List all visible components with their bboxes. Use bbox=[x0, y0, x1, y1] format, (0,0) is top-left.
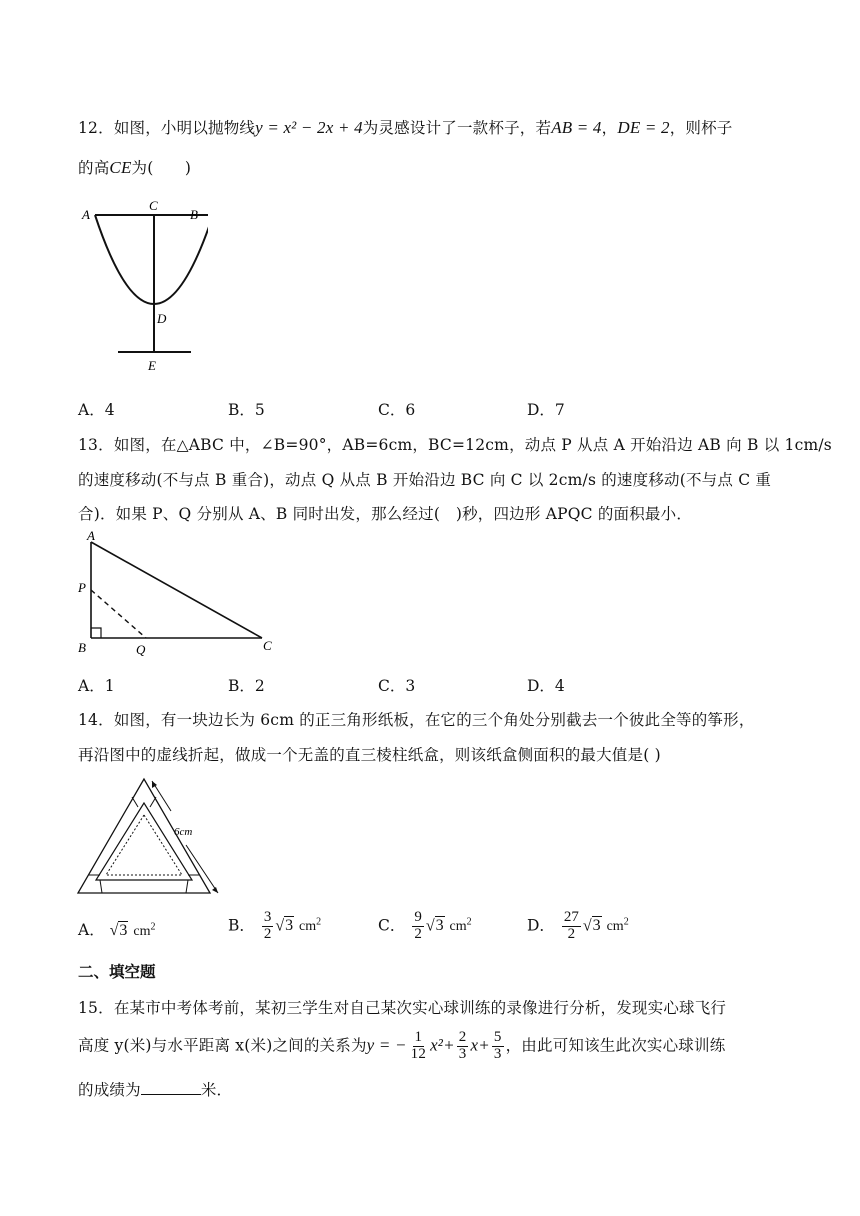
inner-triangle bbox=[96, 803, 192, 880]
q15-text: 高度 y(米)与水平距离 x(米)之间的关系为 bbox=[78, 1036, 367, 1055]
unit: $cm^2$ bbox=[606, 916, 629, 935]
q12-option-b: B．5 bbox=[228, 401, 265, 419]
option-letter: B． bbox=[228, 916, 255, 935]
option-letter: D． bbox=[527, 916, 555, 935]
sqrt-expression: √3 bbox=[275, 917, 294, 935]
q12-line1 bbox=[78, 116, 733, 138]
cut-top-left bbox=[132, 797, 138, 807]
answer-blank[interactable] bbox=[141, 1094, 201, 1095]
q13-option-a: A．1 bbox=[78, 677, 115, 695]
cut-bottom-left-b bbox=[100, 880, 102, 893]
denominator: 3 bbox=[458, 1045, 467, 1062]
denominator: 2 bbox=[414, 925, 422, 942]
q15-text-suffix: ，由此可知该生此次实心球训练 bbox=[505, 1036, 726, 1055]
q12-text2-suffix: 为( ) bbox=[131, 159, 192, 177]
side-length-label: 6cm bbox=[174, 826, 193, 838]
q12-text: 12．如图，小明以抛物线 bbox=[78, 119, 256, 137]
label-a: A bbox=[82, 207, 90, 222]
q12-de: DE = 2 bbox=[617, 118, 670, 137]
denominator: 2 bbox=[567, 925, 576, 942]
q12-ce: CE bbox=[109, 158, 132, 177]
label-b: B bbox=[78, 640, 86, 655]
cup-figure bbox=[78, 196, 208, 376]
q14-line1: 14．如图，有一块边长为 6cm 的正三角形纸板，在它的三个角处分别截去一个彼此全等的筝形， bbox=[78, 711, 755, 729]
section-heading: 二、填空题 bbox=[78, 963, 156, 981]
q12-text-suffix: ，则杯子 bbox=[669, 119, 733, 137]
q15-text3: 的成绩为 bbox=[78, 1081, 141, 1099]
label-b: B bbox=[190, 207, 198, 222]
fraction-1 bbox=[409, 1030, 428, 1063]
label-e: E bbox=[148, 358, 156, 373]
numerator: 27 bbox=[563, 909, 579, 925]
q12-text2: 的高 bbox=[78, 159, 110, 177]
numerator: 5 bbox=[493, 1029, 502, 1045]
unit: $cm^2$ bbox=[299, 916, 322, 935]
q14-option-b bbox=[228, 910, 321, 943]
q15-plus-2: + bbox=[478, 1035, 490, 1055]
sqrt-expression: √3 bbox=[425, 917, 444, 935]
q15-line3 bbox=[78, 1078, 232, 1100]
denominator: 3 bbox=[493, 1045, 502, 1062]
numerator: 1 bbox=[414, 1029, 423, 1045]
radicand: 3 bbox=[592, 917, 601, 935]
triangle-abc-figure bbox=[76, 530, 276, 660]
q12-line2 bbox=[78, 156, 191, 178]
q13-option-d: D．4 bbox=[527, 677, 565, 695]
q15-y-eq: y = − bbox=[366, 1035, 407, 1055]
unit: $cm^2$ bbox=[133, 921, 156, 939]
q12-option-a: A．4 bbox=[78, 401, 115, 419]
fraction bbox=[562, 910, 581, 943]
unit-text: cm bbox=[449, 919, 467, 935]
radicand: 3 bbox=[435, 917, 444, 935]
label-c: C bbox=[149, 198, 158, 213]
q12-option-d: D．7 bbox=[527, 401, 565, 419]
label-p: P bbox=[78, 580, 86, 595]
right-angle-mark bbox=[91, 628, 101, 638]
q15-x2: x² bbox=[430, 1035, 444, 1055]
unit-text: cm bbox=[133, 924, 151, 939]
numerator: 3 bbox=[263, 909, 272, 925]
q15-plus-1: + bbox=[443, 1035, 455, 1055]
fraction-2 bbox=[457, 1030, 469, 1063]
q12-text-mid: 为灵感设计了一款杯子，若 bbox=[362, 119, 552, 137]
q13-option-b: B．2 bbox=[228, 677, 265, 695]
q12-ab: AB = 4 bbox=[551, 118, 602, 137]
q15-x: x bbox=[470, 1035, 479, 1055]
unit-text: cm bbox=[299, 919, 317, 935]
denominator: 2 bbox=[263, 925, 272, 942]
q12-formula: y = x² − 2x + 4 bbox=[255, 118, 363, 137]
label-a: A bbox=[87, 530, 95, 543]
arrowhead-bottom bbox=[212, 887, 218, 893]
q14-option-c bbox=[378, 910, 472, 943]
q14-option-a bbox=[78, 918, 155, 940]
fraction-3 bbox=[492, 1030, 504, 1063]
option-letter: A． bbox=[78, 921, 105, 939]
radicand: 3 bbox=[119, 922, 128, 939]
denominator: 12 bbox=[410, 1045, 427, 1062]
numerator: 2 bbox=[458, 1029, 467, 1045]
cut-top-right bbox=[150, 797, 156, 807]
dimension-arrow-lower bbox=[186, 845, 218, 893]
label-c: C bbox=[263, 638, 272, 653]
q14-option-d bbox=[527, 910, 629, 943]
label-q: Q bbox=[136, 642, 146, 657]
q12-option-c: C．6 bbox=[378, 401, 416, 419]
q15-line2 bbox=[78, 1030, 725, 1063]
q13-line1: 13．如图，在△ABC 中，∠B=90°，AB=6cm，BC=12cm，动点 P 从点 A 开始沿边 AB 向 B 以 1cm/s bbox=[78, 436, 832, 454]
q13-line3: 合)．如果 P、Q 分别从 A、B 同时出发，那么经过( )秒，四边形 APQC 的面积最小． bbox=[78, 505, 693, 523]
fraction bbox=[262, 910, 274, 943]
q13-line2: 的速度移动(不与点 B 重合)，动点 Q 从点 B 开始沿边 BC 向 C 以 2cm/s 的速度移动(不与点 C 重 bbox=[78, 471, 772, 489]
option-letter: C． bbox=[378, 916, 406, 935]
cut-bottom-right-b bbox=[186, 880, 188, 893]
paper-triangle-figure bbox=[76, 775, 236, 900]
q13-option-c: C．3 bbox=[378, 677, 416, 695]
q15-line1: 15．在某市中考体考前，某初三学生对自己某次实心球训练的录像进行分析，发现实心球飞行 bbox=[78, 999, 727, 1017]
q15-text3-suffix: 米． bbox=[200, 1081, 233, 1099]
radicand: 3 bbox=[285, 917, 294, 935]
side-ac bbox=[91, 542, 262, 638]
sqrt-expression: √3 bbox=[582, 917, 601, 935]
segment-pq bbox=[91, 590, 146, 638]
label-d: D bbox=[157, 311, 167, 326]
q12-sep: ， bbox=[601, 119, 618, 137]
fraction bbox=[412, 910, 424, 943]
unit: $cm^2$ bbox=[449, 916, 472, 935]
q14-line2: 再沿图中的虚线折起，做成一个无盖的直三棱柱纸盒，则该纸盒侧面积的最大值是( ) bbox=[78, 746, 661, 764]
sqrt-expression: √3 bbox=[109, 922, 128, 939]
cup-parabola bbox=[95, 215, 208, 304]
numerator: 9 bbox=[414, 909, 422, 925]
unit-text: cm bbox=[606, 919, 624, 935]
